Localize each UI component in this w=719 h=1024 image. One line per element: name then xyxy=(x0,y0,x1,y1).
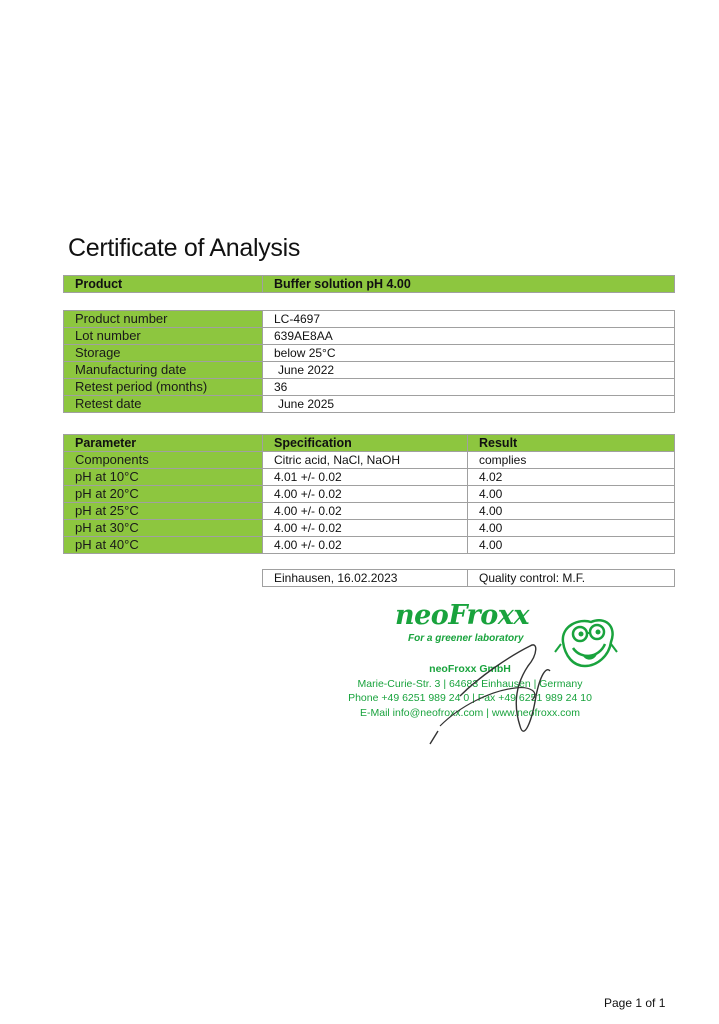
specification-cell: Citric acid, NaCl, NaOH xyxy=(263,452,468,469)
info-row-retest-date xyxy=(64,396,675,413)
page-number: Page 1 of 1 xyxy=(604,996,666,1010)
result-cell: 4.00 xyxy=(468,520,675,537)
table-row xyxy=(64,520,675,537)
company-stamp xyxy=(325,596,625,746)
table-row xyxy=(64,452,675,469)
specification-cell: 4.01 +/- 0.02 xyxy=(263,469,468,486)
company-name: neoFroxx GmbH xyxy=(429,663,511,675)
info-row-storage xyxy=(64,345,675,362)
column-header: Specification xyxy=(263,435,468,452)
result-cell: 4.00 xyxy=(468,486,675,503)
info-label: Manufacturing date xyxy=(64,362,263,379)
column-header: Parameter xyxy=(64,435,263,452)
result-cell: 4.00 xyxy=(468,503,675,520)
parameters-table xyxy=(63,434,675,554)
brand-logo-text: neoFroxx xyxy=(395,600,529,631)
info-row-manufacturing-date xyxy=(64,362,675,379)
info-row-product-number xyxy=(64,311,675,328)
info-value: 36 xyxy=(263,379,675,396)
table-row xyxy=(64,537,675,554)
signoff-row xyxy=(263,570,675,587)
info-value: LC-4697 xyxy=(263,311,675,328)
parameter-cell: pH at 30°C xyxy=(64,520,263,537)
result-cell: complies xyxy=(468,452,675,469)
parameter-cell: Components xyxy=(64,452,263,469)
parameters-header-row xyxy=(64,435,675,452)
table-row xyxy=(64,469,675,486)
specification-cell: 4.00 +/- 0.02 xyxy=(263,503,468,520)
company-phone: Phone +49 6251 989 24 0 | Fax +49 6251 989 24 10 xyxy=(348,692,592,704)
info-row-lot-number xyxy=(64,328,675,345)
parameter-cell: pH at 40°C xyxy=(64,537,263,554)
specification-cell: 4.00 +/- 0.02 xyxy=(263,486,468,503)
company-email: E-Mail info@neofroxx.com | www.neofroxx.com xyxy=(360,706,580,719)
specification-cell: 4.00 +/- 0.02 xyxy=(263,537,468,554)
signoff-table xyxy=(262,569,675,587)
table-row xyxy=(64,503,675,520)
product-table xyxy=(63,275,675,293)
result-cell: 4.00 xyxy=(468,537,675,554)
info-label: Product number xyxy=(64,311,263,328)
info-value: June 2025 xyxy=(263,396,675,413)
specification-cell: 4.00 +/- 0.02 xyxy=(263,520,468,537)
result-cell: 4.02 xyxy=(468,469,675,486)
column-header: Result xyxy=(468,435,675,452)
info-label: Retest period (months) xyxy=(64,379,263,396)
info-label: Lot number xyxy=(64,328,263,345)
quality-control-cell: Quality control: M.F. xyxy=(468,570,675,587)
product-label: Product xyxy=(64,276,263,293)
product-row xyxy=(64,276,675,293)
table-row xyxy=(64,486,675,503)
parameter-cell: pH at 25°C xyxy=(64,503,263,520)
parameter-cell: pH at 20°C xyxy=(64,486,263,503)
info-row-retest-period xyxy=(64,379,675,396)
handwritten-signature xyxy=(420,626,570,751)
parameter-cell: pH at 10°C xyxy=(64,469,263,486)
document-title: Certificate of Analysis xyxy=(68,234,301,262)
company-street: Marie-Curie-Str. 3 | 64683 Einhausen | Germany xyxy=(357,677,583,690)
info-value: 639AE8AA xyxy=(263,328,675,345)
place-date-cell: Einhausen, 16.02.2023 xyxy=(263,570,468,587)
info-value: below 25°C xyxy=(263,345,675,362)
info-label: Storage xyxy=(64,345,263,362)
info-label: Retest date xyxy=(64,396,263,413)
product-value: Buffer solution pH 4.00 xyxy=(263,276,675,293)
info-table xyxy=(63,310,675,413)
info-value: June 2022 xyxy=(263,362,675,379)
brand-tagline: For a greener laboratory xyxy=(408,633,524,644)
